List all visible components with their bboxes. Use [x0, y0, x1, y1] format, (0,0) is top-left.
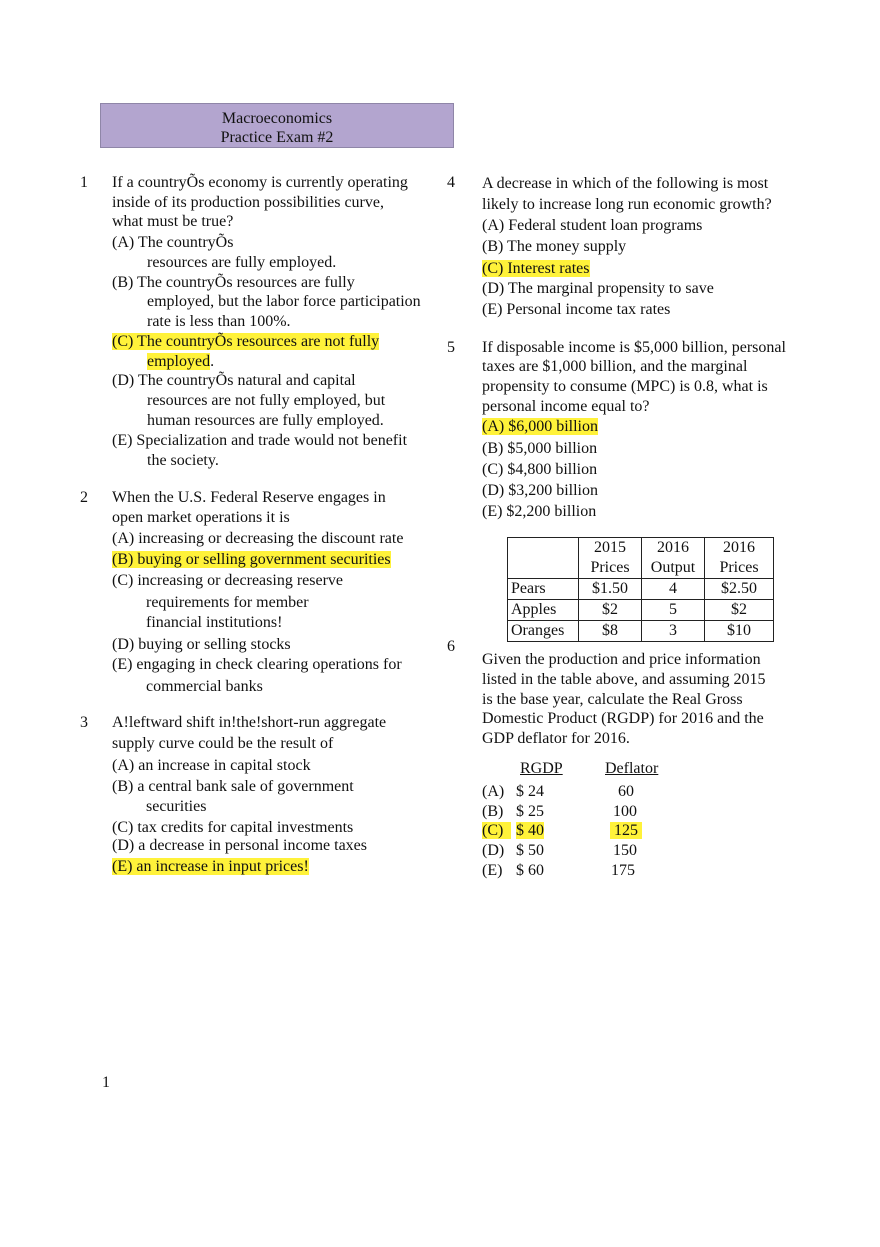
option-e: (E) Specialization and trade would not benefit [112, 432, 408, 449]
option-b-correct [112, 550, 391, 570]
header-cell: 2016 Output [642, 538, 705, 579]
option-a: (A) an increase in capital stock [112, 757, 311, 774]
option-c-cont: financial institutions! [146, 614, 283, 631]
deflator-column-header: Deflator [605, 760, 659, 777]
question-text: supply curve could be the result of [112, 735, 334, 752]
option-c-correct [482, 259, 590, 279]
question-number: 3 [80, 714, 88, 731]
highlight: (B) buying or selling government securities [112, 551, 391, 568]
header-cell: 2016 Prices [705, 538, 774, 579]
table-cell: $1.50 [579, 579, 642, 600]
table-cell: 5 [642, 600, 705, 621]
answer-label: (B) [482, 803, 504, 820]
option-c-cont [147, 352, 214, 372]
answer-rgdp: $ 50 [516, 842, 544, 859]
table-cell: Pears [508, 579, 579, 600]
option-e: (E) Personal income tax rates [482, 301, 671, 318]
question-text: GDP deflator for 2016. [482, 730, 630, 747]
table-row [508, 621, 774, 642]
option-b-cont: employed, but the labor force participation [147, 293, 421, 310]
option-b: (B) The countryÕs resources are fully [112, 274, 355, 291]
table-cell: Apples [508, 600, 579, 621]
table-cell: 3 [642, 621, 705, 642]
rgdp-column-header: RGDP [520, 760, 563, 777]
option-a: (A) increasing or decreasing the discount rate [112, 530, 404, 547]
highlight: (C) [482, 822, 504, 839]
answer-deflator: 100 [613, 803, 637, 820]
table-cell: $2 [579, 600, 642, 621]
table-cell: $8 [579, 621, 642, 642]
option-c: (C) increasing or decreasing reserve [112, 572, 343, 589]
option-d: (D) The countryÕs natural and capital [112, 372, 356, 389]
question-number: 5 [447, 339, 455, 356]
question-text: what must be true? [112, 213, 234, 230]
answer-label: (D) [482, 842, 505, 859]
option-b: (B) a central bank sale of government [112, 778, 354, 795]
table-cell: $2 [705, 600, 774, 621]
answer-rgdp: $ 60 [516, 862, 544, 879]
question-text: A decrease in which of the following is most [482, 175, 769, 192]
question-text: likely to increase long run economic growth? [482, 196, 772, 213]
highlight: (E) an increase in input prices! [112, 858, 309, 875]
answer-deflator: 150 [613, 842, 637, 859]
highlight: 125 [614, 822, 638, 839]
highlight [638, 822, 642, 839]
option-e: (E) $2,200 billion [482, 503, 597, 520]
option-a: (A) The countryÕs [112, 234, 234, 251]
question-text: taxes are $1,000 billion, and the marginal [482, 358, 748, 375]
header-cell [508, 538, 579, 579]
table-cell: Oranges [508, 621, 579, 642]
question-text: A!leftward shift in!the!short-run aggregate [112, 714, 387, 731]
answer-rgdp: $ 25 [516, 803, 544, 820]
option-b: (B) The money supply [482, 238, 627, 255]
question-text: inside of its production possibilities curve, [112, 194, 384, 211]
table-row [508, 579, 774, 600]
option-c-correct [112, 332, 379, 352]
question-text: If a countryÕs economy is currently operating [112, 174, 408, 191]
option-c: (C) tax credits for capital investments [112, 819, 354, 836]
answer-rgdp-correct [516, 821, 544, 841]
answer-deflator: 60 [618, 783, 634, 800]
question-text: Given the production and price information [482, 651, 761, 668]
question-number: 4 [447, 174, 455, 191]
option-d: (D) $3,200 billion [482, 482, 598, 499]
option-d: (D) The marginal propensity to save [482, 280, 714, 297]
answer-label: (A) [482, 783, 505, 800]
highlight: $ 40 [516, 822, 544, 839]
option-a: (A) Federal student loan programs [482, 217, 703, 234]
highlight [503, 822, 511, 839]
answer-deflator-correct [610, 821, 642, 841]
question-text: listed in the table above, and assuming 2015 [482, 671, 766, 688]
option-d: (D) a decrease in personal income taxes [112, 837, 367, 854]
answer-deflator: 175 [611, 862, 635, 879]
option-b: (B) $5,000 billion [482, 440, 598, 457]
price-table [507, 537, 774, 642]
option-d: (D) buying or selling stocks [112, 636, 291, 653]
answer-rgdp: $ 24 [516, 783, 544, 800]
header-cell: 2015 Prices [579, 538, 642, 579]
course-title: Macroeconomics [221, 110, 333, 127]
option-b-cont: securities [146, 798, 207, 815]
highlight: (C) Interest rates [482, 260, 590, 277]
option-a-correct [482, 417, 598, 437]
table-header-row [508, 538, 774, 579]
question-text: If disposable income is $5,000 billion, personal [482, 339, 786, 356]
question-text: When the U.S. Federal Reserve engages in [112, 489, 386, 506]
period: . [210, 353, 215, 370]
question-number: 6 [447, 638, 455, 655]
question-text: personal income equal to? [482, 398, 650, 415]
answer-label: (E) [482, 862, 503, 879]
option-b-cont: rate is less than 100%. [147, 313, 291, 330]
option-e-cont: the society. [147, 452, 219, 469]
table-cell: 4 [642, 579, 705, 600]
question-number: 2 [80, 489, 88, 506]
page-number: 1 [102, 1074, 110, 1091]
option-e-cont: commercial banks [146, 678, 263, 695]
exam-header [100, 103, 454, 148]
table-row [508, 600, 774, 621]
table-cell: $2.50 [705, 579, 774, 600]
option-d-cont: human resources are fully employed. [147, 412, 384, 429]
question-text: Domestic Product (RGDP) for 2016 and the [482, 710, 764, 727]
option-c-cont: requirements for member [146, 594, 309, 611]
question-text: open market operations it is [112, 509, 290, 526]
highlight: employed [147, 353, 211, 370]
question-text: is the base year, calculate the Real Gross [482, 691, 743, 708]
question-text: propensity to consume (MPC) is 0.8, what is [482, 378, 768, 395]
table-cell: $10 [705, 621, 774, 642]
option-e: (E) engaging in check clearing operations for [112, 656, 402, 673]
option-a-cont: resources are fully employed. [147, 254, 337, 271]
option-c: (C) $4,800 billion [482, 461, 598, 478]
option-e-correct [112, 857, 309, 877]
exam-subtitle: Practice Exam #2 [220, 129, 334, 146]
highlight: (A) $6,000 billion [482, 418, 598, 435]
highlight: (C) The countryÕs resources are not fully [112, 333, 380, 350]
answer-label-correct [482, 821, 511, 841]
option-d-cont: resources are not fully employed, but [147, 392, 386, 409]
question-number: 1 [80, 174, 88, 191]
